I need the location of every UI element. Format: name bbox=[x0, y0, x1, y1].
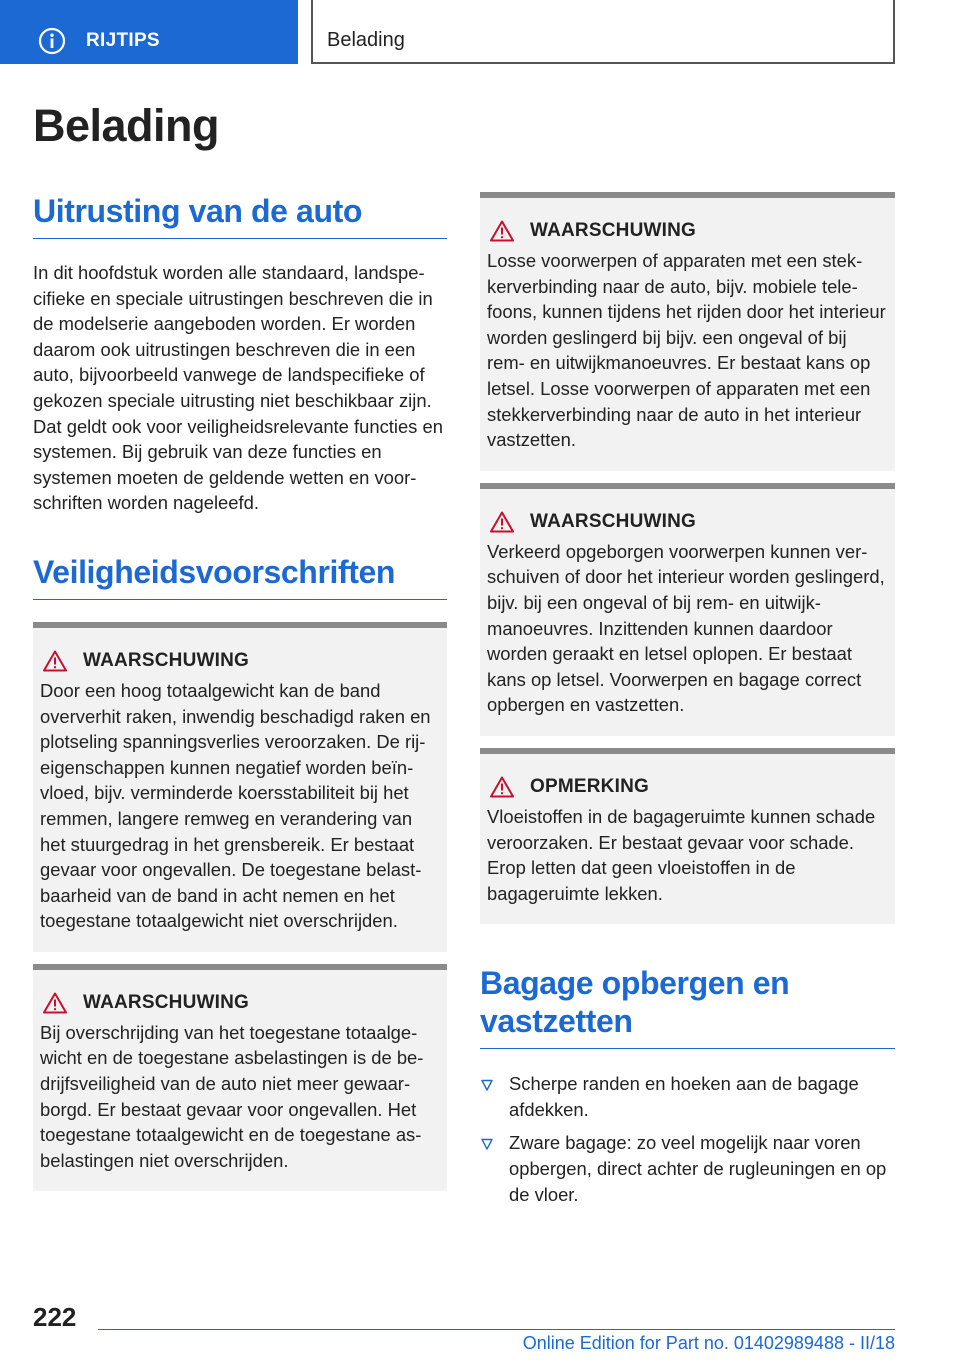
list-item-text: Scherpe randen en hoeken aan de bagage afdekken. bbox=[509, 1073, 859, 1120]
right-column bbox=[480, 192, 895, 1215]
warning-text: Bij overschrijding van het toegestane totaalgewicht en de toegestane asbelastingen is de bedrijfsveiligheid van de auto niet meer gewaarborgd. Er bestaat gevaar voor ongevallen. Het toegestane totaalgewicht en de toegestane asbelastingen niet overschrijden. bbox=[40, 1021, 424, 1171]
list-item-text: Zware bagage: zo veel mogelijk naar voren opbergen, direct achter de rugleuningen en op de vloer. bbox=[509, 1132, 887, 1205]
header-section-label: RIJTIPS bbox=[86, 30, 160, 51]
header-section-tab[interactable] bbox=[0, 0, 298, 64]
warning-label: WAARSCHUWING bbox=[83, 649, 249, 671]
notice-header bbox=[487, 774, 887, 800]
warning-label: WAARSCHUWING bbox=[530, 510, 696, 532]
info-icon bbox=[38, 27, 66, 55]
left-column bbox=[33, 192, 447, 1191]
warning-box-loose-objects bbox=[480, 192, 895, 471]
footer-divider bbox=[98, 1329, 895, 1330]
list-item bbox=[480, 1071, 895, 1122]
header-topic-tab[interactable] bbox=[311, 0, 895, 64]
warning-header bbox=[487, 509, 887, 535]
warning-label: WAARSCHUWING bbox=[530, 220, 696, 241]
page-title: Belading bbox=[33, 100, 220, 151]
notice-label: OPMERKING bbox=[530, 775, 649, 797]
notice-text: Vloeistoffen in de bagageruimte kunnen schade veroorzaken. Er bestaat gevaar voor schade. Erop letten dat geen vloeistoffen in de bagageruimte lekken. bbox=[487, 805, 876, 904]
warning-header bbox=[40, 990, 439, 1016]
header-topic-label: Belading bbox=[327, 29, 405, 51]
warning-text: Verkeerd opgeborgen voorwerpen kunnen verschuiven of door het interieur worden geslingerd, bijv. bij een ongeval of bij rem- en uitwijkmanoeuvres. Inzittenden kunnen daardoor worden geraakt en letsel oplopen. Er bestaat kans op letsel. Voorwerpen en bagage correct opbergen en vastzetten. bbox=[487, 540, 885, 716]
warning-triangle-icon bbox=[490, 776, 514, 798]
page-number: 222 bbox=[33, 1302, 77, 1332]
warning-text: Door een hoog totaalgewicht kan de band oververhit raken, inwendig beschadigd raken en plotseling spanningsverlies veroorzaken. De rijeigenschappen kunnen negatief worden beïnvloed, bijv. verminderde koersstabiliteit bij het remmen, langere remweg en verandering van het stuurgedrag in het grensbereik. Er bestaat gevaar voor ongevallen. De toegestane belastbaarheid van de band in acht nemen en het toegestane totaalgewicht niet overschrijden. bbox=[40, 679, 431, 932]
section-heading-equipment: Uitrusting van de auto bbox=[33, 192, 447, 239]
list-item bbox=[480, 1130, 895, 1207]
notice-box-liquids bbox=[480, 748, 895, 924]
warning-header bbox=[40, 648, 439, 674]
warning-label: WAARSCHUWING bbox=[83, 991, 249, 1013]
footer-edition: Online Edition for Part no. 01402989488 - II/18 bbox=[522, 1333, 895, 1353]
warning-triangle-icon bbox=[490, 511, 514, 533]
warning-triangle-icon bbox=[490, 220, 514, 242]
section-heading-luggage: Bagage opbergen en vastzetten bbox=[480, 964, 895, 1049]
warning-triangle-icon bbox=[43, 650, 67, 672]
warning-header bbox=[487, 218, 887, 244]
warning-text: Losse voorwerpen of apparaten met een stekkerverbinding naar de auto, bijv. mobiele telefoons, kunnen tijdens het rijden door het interieur worden geslingerd bij bijv. een ongeval of bij rem- en uitwijkmanoeuvres. Er bestaat kans op letsel. Losse voorwerpen of apparaten met een stekkerverbinding naar de auto in het interieur vastzetten. bbox=[487, 250, 886, 451]
warning-triangle-icon bbox=[43, 992, 67, 1014]
equipment-paragraph: In dit hoofdstuk worden alle standaard, landspecifieke en speciale uitrustingen beschreven die in de modelserie aangeboden worden. Er worden daarom ook uitrustingen beschreven die in een auto, bijvoorbeeld vanwege de landspecifieke of gekozen speciale uitrusting niet beschikbaar zijn. Dat geldt ook voor veiligheidsrelevante functies en systemen. Bij gebruik van deze functies en systemen moeten de geldende wetten en voorschriften worden nageleefd. bbox=[33, 262, 443, 514]
warning-box-axle-load bbox=[33, 964, 447, 1192]
warning-box-stowed-objects bbox=[480, 483, 895, 736]
luggage-list bbox=[480, 1071, 895, 1207]
triangle-bullet-icon bbox=[481, 1079, 493, 1091]
warning-box-tire-overload bbox=[33, 622, 447, 952]
section-heading-safety: Veiligheidsvoorschriften bbox=[33, 553, 447, 600]
triangle-bullet-icon bbox=[481, 1138, 493, 1150]
